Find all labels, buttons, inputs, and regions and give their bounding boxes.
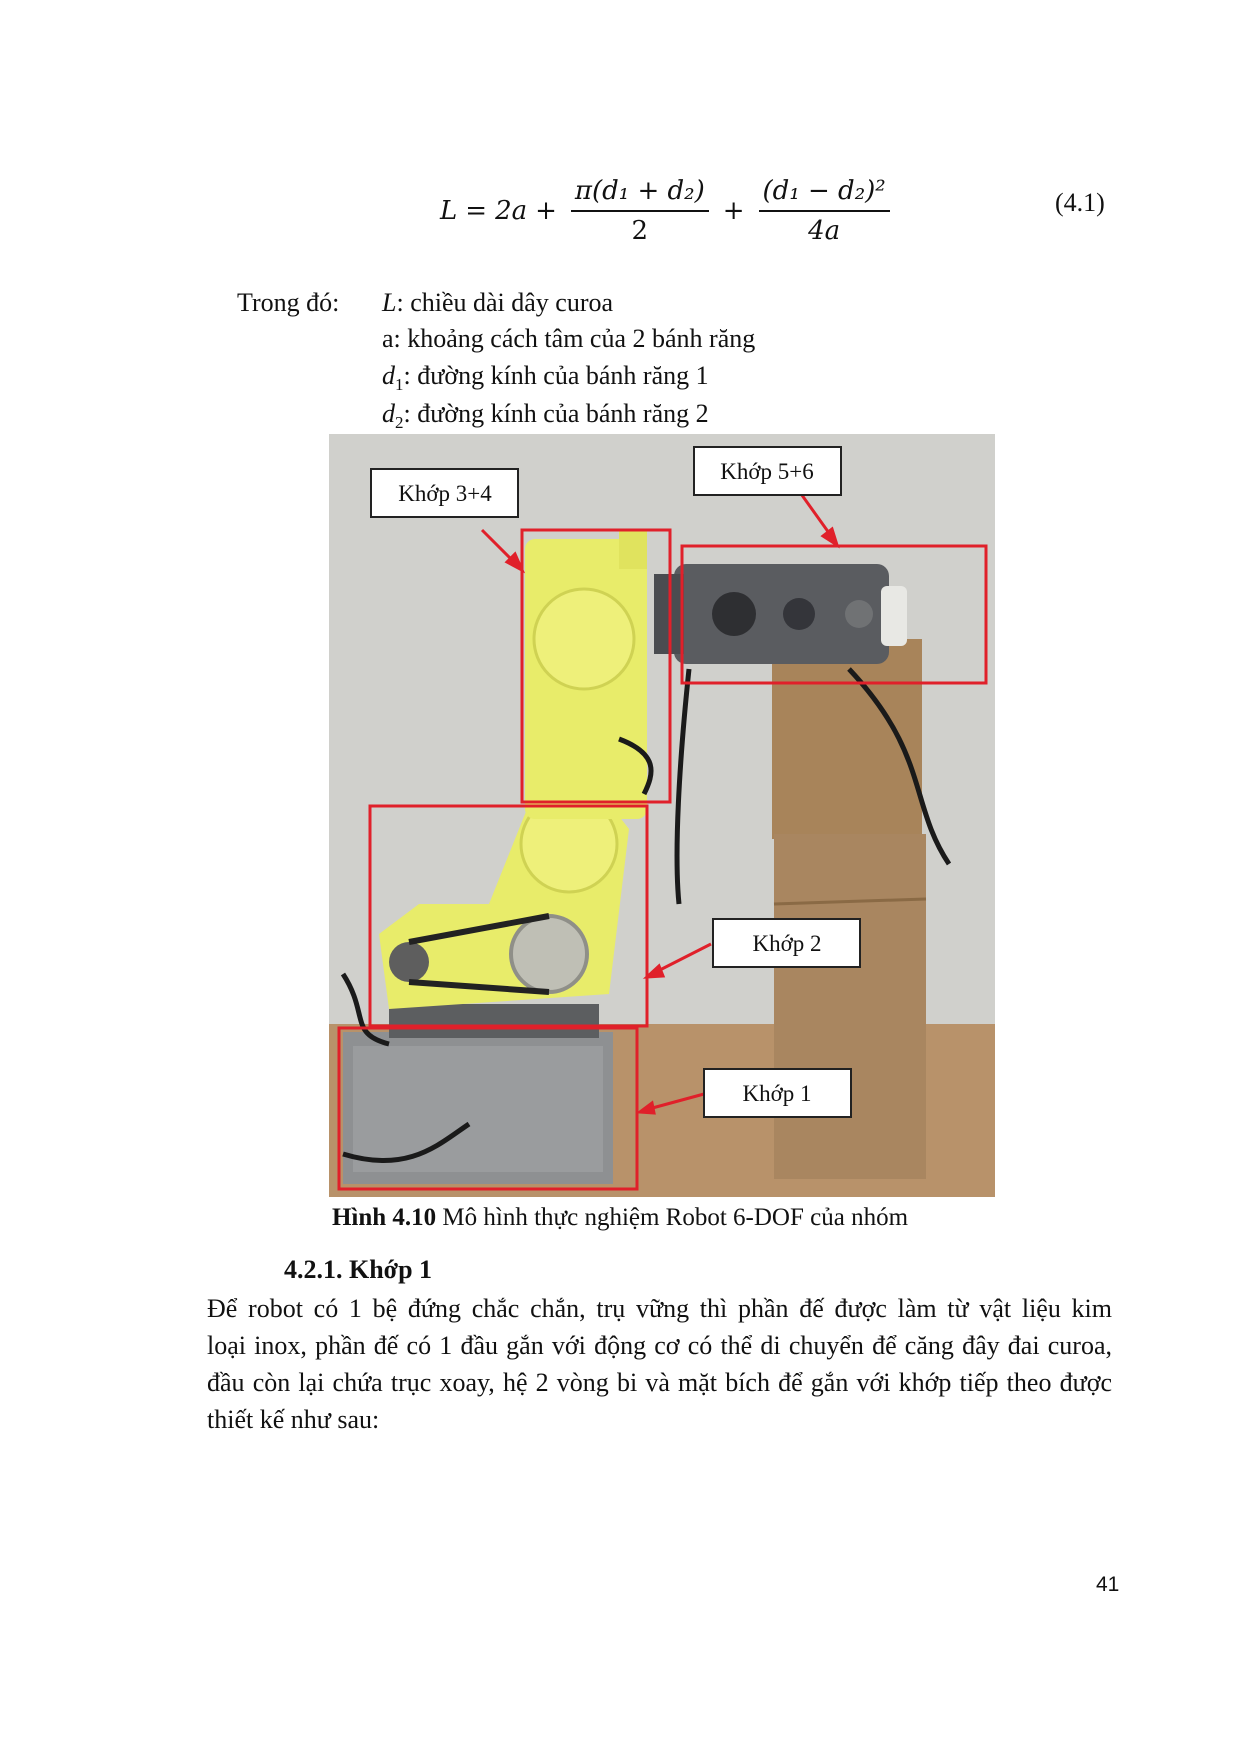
paragraph-line: thiết kế như sau: — [207, 1405, 380, 1434]
label-joint34: Khớp 3+4 — [398, 481, 492, 506]
caption-number: Hình 4.10 — [331, 1204, 437, 1231]
where-item: $d_1$: đường kính của bánh răng 1 — [382, 361, 709, 395]
equation-term1: 2a — [495, 196, 528, 226]
lower-box — [774, 834, 926, 1179]
caption-text: Mô hình thực nghiệm Robot 6-DOF của nhóm — [436, 1204, 909, 1231]
belt-length-equation: L = 2a + $\frac{\text{π(d₁ + d₂)}}{2}$ + $\frac{\text{(d₁ − d₂)²}}{4a}$ — [440, 176, 896, 246]
equation-number: (4.1) — [1055, 188, 1105, 217]
fraction-2-denominator: 4a — [808, 216, 841, 246]
paragraph-line: Để robot có 1 bệ đứng chắc chắn, trụ vững thì phần đế được làm từ vật liệu kim — [207, 1294, 1112, 1323]
equation-fraction-1 — [571, 176, 709, 246]
where-item: $d_2$: đường kính của bánh răng 2 — [382, 399, 709, 433]
fraction-1-denominator: 2 — [631, 216, 649, 246]
robot-figure — [329, 434, 995, 1197]
paragraph-line: đầu còn lại chứa trục xoay, hệ 2 vòng bi và mặt bích để gắn với khớp tiếp theo được — [207, 1368, 1112, 1397]
robot-photo-illustration — [329, 434, 995, 1197]
page-number: 41 — [1096, 1573, 1120, 1596]
figure-caption — [0, 1204, 1240, 1232]
label-joint56: Khớp 5+6 — [720, 459, 814, 484]
section-paragraph — [207, 1290, 1112, 1438]
equation-fraction-2 — [759, 176, 890, 246]
equation-lhs: L — [440, 196, 458, 226]
fraction-2-numerator: (d₁ − d₂)² — [759, 176, 890, 212]
label-joint2: Khớp 2 — [752, 931, 822, 956]
where-item: a: khoảng cách tâm của 2 bánh răng — [382, 324, 756, 353]
section-heading: 4.2.1. Khớp 1 — [284, 1255, 433, 1284]
fraction-1-numerator: π(d₁ + d₂) — [571, 176, 709, 212]
where-label: Trong đó: — [237, 288, 340, 317]
where-item: L: chiều dài dây curoa — [382, 288, 614, 317]
paragraph-line: loại inox, phần đế có 1 đầu gắn với động cơ có thể di chuyển để căng đây đai curoa, — [207, 1331, 1112, 1360]
label-joint1: Khớp 1 — [742, 1081, 812, 1106]
